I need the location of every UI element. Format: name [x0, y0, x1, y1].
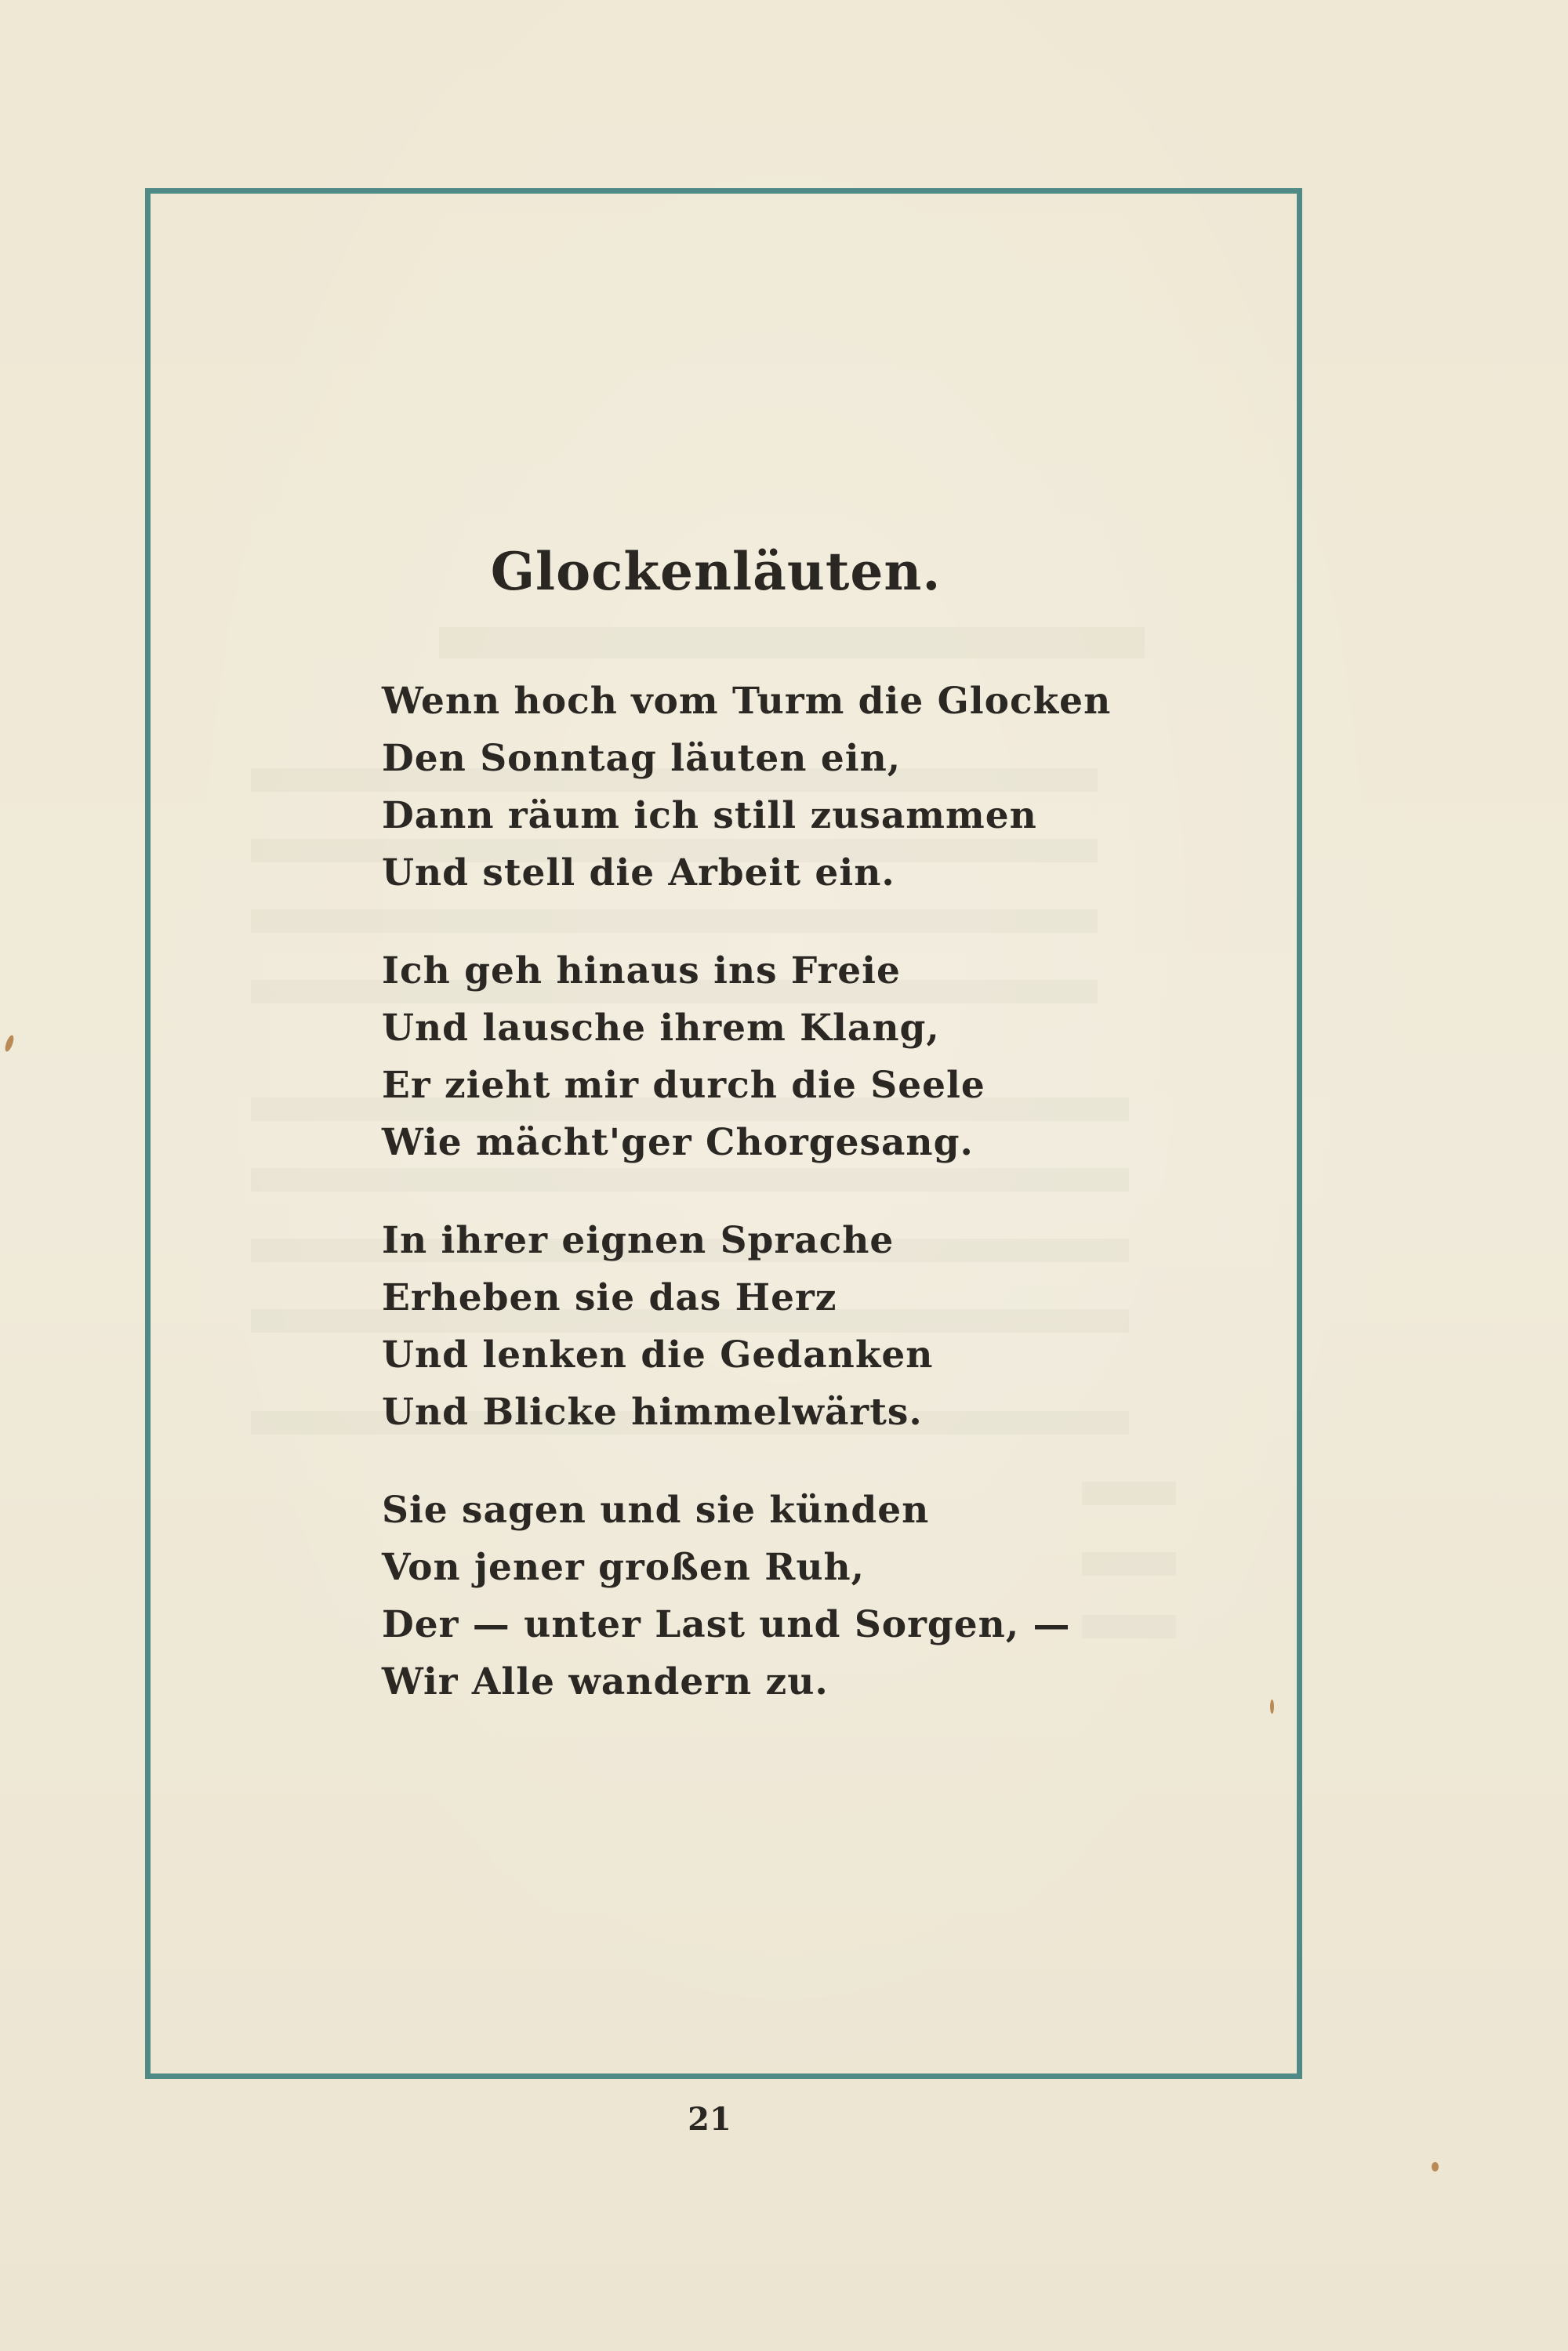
poem-body — [382, 673, 1244, 1751]
poem-line: Wie mächt'ger Chorgesang. — [382, 1121, 974, 1164]
poem-line: In ihrer eignen Sprache — [382, 1219, 895, 1262]
poem-line: Und lausche ihrem Klang, — [382, 1007, 940, 1050]
page-number: 21 — [688, 2101, 731, 2138]
poem-line: Sie sagen und sie künden — [382, 1489, 930, 1532]
poem-line: Und Blicke himmelwärts. — [382, 1391, 923, 1434]
poem-line: Und stell die Arbeit ein. — [382, 851, 895, 894]
stanza — [382, 1212, 1244, 1441]
paper-speck — [3, 1034, 15, 1052]
stanza — [382, 942, 1244, 1171]
poem-line: Er zieht mir durch die Seele — [382, 1064, 985, 1107]
poem-line: Den Sonntag läuten ein, — [382, 737, 902, 780]
paper-speck — [1432, 2162, 1439, 2171]
poem-line: Ich geh hinaus ins Freie — [382, 949, 901, 992]
poem-line: Der — unter Last und Sorgen, — — [382, 1603, 1071, 1646]
stanza — [382, 673, 1244, 902]
stanza — [382, 1482, 1244, 1711]
poem-line: Dann räum ich still zusammen — [382, 794, 1037, 837]
poem-line: Erheben sie das Herz — [382, 1276, 837, 1319]
poem-line: Und lenken die Gedanken — [382, 1333, 934, 1377]
poem-line: Wir Alle wandern zu. — [382, 1660, 829, 1703]
poem-line: Von jener großen Ruh, — [382, 1546, 866, 1589]
poem-line: Wenn hoch vom Turm die Glocken — [382, 680, 1112, 723]
poem-title: Glockenläuten. — [490, 541, 942, 602]
